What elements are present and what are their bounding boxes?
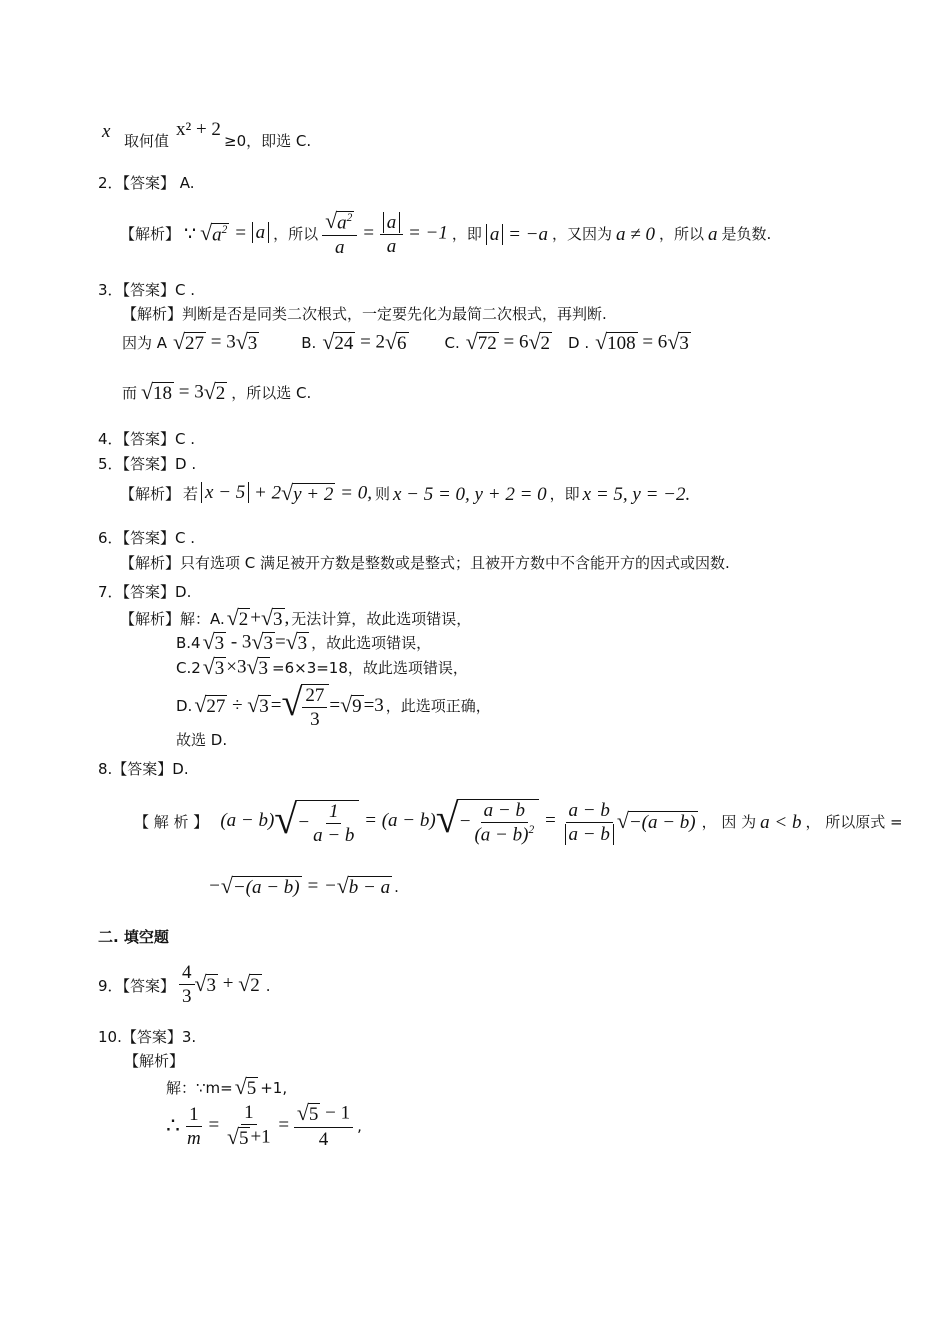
- q2-ji: ，即: [451, 224, 482, 243]
- q10-label: 【解析】: [124, 1052, 185, 1070]
- q7-line-a: [120, 606, 471, 632]
- because-symbol: ∵: [184, 223, 197, 245]
- q7-answer: 7．【答案】D.: [98, 583, 192, 601]
- q3-conclusion: [122, 378, 311, 408]
- q7-c-end: =6×3=18，故此选项错误，: [272, 658, 468, 677]
- var-x: x: [102, 121, 111, 142]
- q7-line-d: [176, 681, 491, 730]
- q8-label: 【 解 析 】: [134, 812, 209, 831]
- q3-c: C.: [444, 333, 460, 352]
- section-title: 二. 填空题: [98, 928, 169, 946]
- q8-answer: 8.【答案】D.: [98, 760, 189, 778]
- q10-line2: [166, 1101, 362, 1150]
- q3-eq18: √ 18 = 3 √ 2: [141, 380, 226, 405]
- q10-sqrt5: √ 5: [234, 1075, 257, 1100]
- q2-eq1: √ $a^2$ = a: [200, 223, 269, 245]
- q7-line-c: [176, 656, 468, 680]
- q5-ji: ，即: [549, 484, 580, 503]
- q7-label: 【解析】解：A.: [120, 609, 225, 628]
- q2-answer: 2．【答案】 A.: [98, 174, 195, 192]
- q8-result: [208, 872, 399, 902]
- q5-eq2: x − 5 = 0, y + 2 = 0: [392, 483, 547, 505]
- q7-line-b: [176, 631, 431, 655]
- q2-neq: a ≠ 0: [616, 223, 655, 245]
- q2-end: 是负数.: [721, 224, 772, 243]
- q7-d-end: ，此选项正确，: [385, 696, 491, 715]
- q3-options: [122, 328, 691, 358]
- q6-analysis: 【解析】只有选项 C 满足被开方数是整数或是整式；且被开方数中不含能开方的因式或因数.: [120, 554, 730, 572]
- q10-answer: 10.【答案】3.: [98, 1028, 197, 1046]
- q5-answer: 5．【答案】D .: [98, 455, 197, 473]
- q2-analysis: [120, 206, 771, 262]
- expr-x2-plus-2: x² + 2: [176, 119, 221, 140]
- q3-d: D .: [568, 333, 590, 352]
- q3-opt-d: √ 108 = 6 √ 3: [595, 330, 689, 355]
- q4-answer: 4．【答案】C .: [98, 430, 196, 448]
- q5-eq1: x − 5 + 2 √ y + 2 = 0,: [201, 483, 372, 505]
- q8-yinwei: ， 因 为: [701, 812, 757, 831]
- q8-result-eq: − √ −(a − b) = − √ b − a: [208, 874, 391, 899]
- q9-line: [98, 950, 271, 1006]
- q3-because-a: 因为 A: [122, 333, 168, 352]
- q2-eq3: a = −a: [486, 225, 548, 244]
- q7-expr-a: √ 2 + √ 3 ,: [226, 606, 290, 631]
- q2-suoyi: ，所以: [658, 224, 704, 243]
- q9-expr: $\frac{4}{3}$ √ 3 + √ 2: [179, 963, 262, 1006]
- q7-a-end: 无法计算，故此选项错误，: [291, 609, 472, 628]
- q8-analysis: [134, 790, 903, 854]
- q3-opt-b: √ 24 = 2 √ 6: [322, 330, 407, 355]
- therefore-symbol: ∴: [166, 1113, 180, 1138]
- q10-comma: ,: [357, 1116, 362, 1135]
- q7-c: C.2: [176, 658, 201, 677]
- q5-analysis: [120, 478, 690, 510]
- q2-label: 【解析】: [120, 224, 181, 243]
- q5-label: 【解析】: [120, 484, 181, 503]
- q5-ruo: 若: [183, 484, 199, 503]
- q8-tail: .: [394, 877, 399, 896]
- q10-jie: 解：∵m=: [166, 1078, 233, 1097]
- q3-end: ，所以选 C.: [231, 383, 312, 402]
- q7-expr-c: √ 3 ×3 √ 3: [202, 655, 269, 680]
- q8-suoyi: ， 所以原式 =: [805, 812, 903, 831]
- q7-d: D.: [176, 696, 193, 715]
- q8-eq: (a − b) √ − $\frac{1}{a - b}$ = (a − b) √ − $\frac{a - b}{(a - b)^2}$ = $\frac{a - b}{a - b}$ √ −(a − b): [220, 796, 696, 846]
- q7-b-end: ，故此选项错误，: [311, 633, 432, 652]
- q10-eq: $\frac{1}{m}$ = 1 √ 5 +1 = √ 5 − 1 4: [184, 1103, 353, 1149]
- q3-analysis: 【解析】判断是否是同类二次根式，一定要先化为最简二次根式，再判断.: [122, 305, 607, 323]
- q9-tail: .: [265, 977, 271, 995]
- q10-line1: [166, 1074, 287, 1102]
- q5-ze: 则: [374, 484, 390, 503]
- q7-conclusion: 故选 D.: [176, 731, 228, 749]
- q3-opt-c: √ 72 = 6 √ 2: [465, 330, 550, 355]
- q2-so: ，所以: [273, 224, 319, 243]
- q8-cond: a < b: [760, 811, 802, 833]
- q7-b: B.4: [176, 633, 201, 652]
- q7-expr-b: √ 3 - 3 √ 3 = √ 3: [202, 630, 308, 655]
- q2-var-a: a: [707, 223, 718, 245]
- q3-answer: 3．【答案】C .: [98, 281, 196, 299]
- text-select-c: ≥0，即选 C.: [224, 132, 312, 150]
- q10-plus1: +1,: [260, 1078, 288, 1097]
- q3-opt-a: √ 27 = 3 √ 3: [173, 330, 258, 355]
- q2-also: ，又因为: [552, 224, 613, 243]
- q7-expr-d: √ 27 ÷ √ 3 = √ $\frac{27}{3}$ = √ 9 =3: [194, 681, 384, 730]
- q3-er: 而: [122, 383, 138, 402]
- text-take-value: 取何值: [124, 132, 170, 150]
- q6-answer: 6．【答案】C .: [98, 529, 196, 547]
- q9-answer: 9．【答案】: [98, 977, 176, 995]
- q5-eq3: x = 5, y = −2.: [582, 483, 691, 505]
- q2-eq2: √ $a^2$ a = $\frac{a}{a}$ = −1: [322, 211, 448, 257]
- q3-b: B.: [301, 333, 317, 352]
